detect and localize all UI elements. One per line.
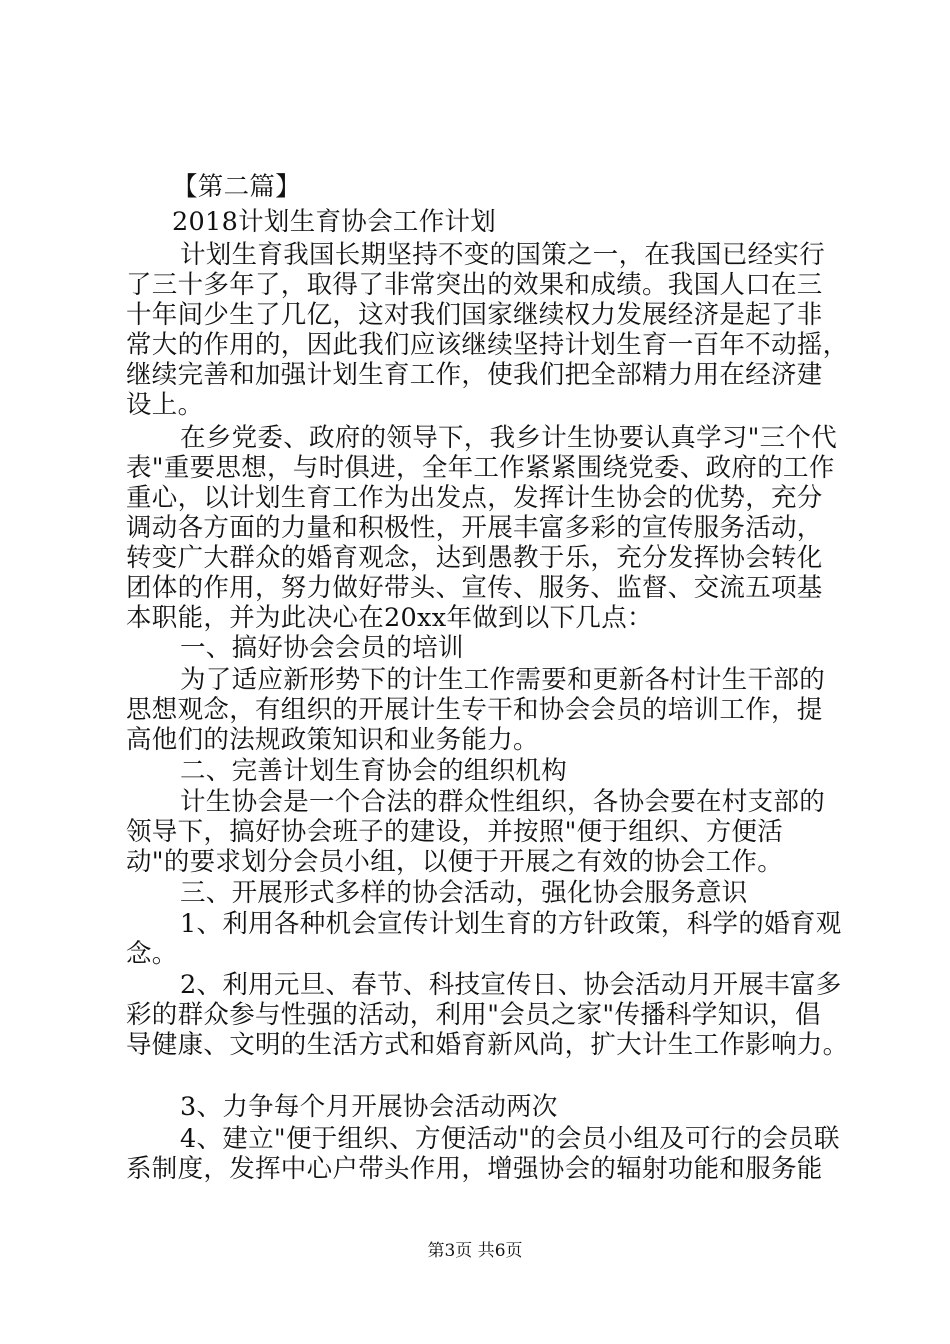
section-heading: 【第二篇】 (172, 172, 302, 202)
subheading: 三、开展形式多样的协会活动，强化协会服务意识 (180, 878, 748, 908)
subheading: 一、搞好协会会员的培训 (180, 633, 464, 663)
paragraph-line: 高他们的法规政策知识和业务能力。 (126, 725, 539, 755)
paragraph-line: 团体的作用，努力做好带头、宣传、服务、监督、交流五项基 (126, 573, 823, 603)
paragraph-line: 1、利用各种机会宣传计划生育的方针政策，科学的婚育观 (180, 909, 842, 939)
paragraph-line: 重心，以计划生育工作为出发点，发挥计生协会的优势，充分 (126, 483, 823, 513)
paragraph-line: 念。 (126, 939, 178, 969)
paragraph-line: 思想观念，有组织的开展计生专干和协会会员的培训工作，提 (126, 695, 823, 725)
paragraph-line: 计生协会是一个合法的群众性组织，各协会要在村支部的 (180, 787, 826, 817)
paragraph-line: 导健康、文明的生活方式和婚育新风尚，扩大计生工作影响力。 (126, 1030, 849, 1060)
subheading: 二、完善计划生育协会的组织机构 (180, 756, 568, 786)
paragraph-line: 设上。 (126, 390, 204, 420)
paragraph-line: 动"的要求划分会员小组，以便于开展之有效的协会工作。 (126, 847, 784, 877)
paragraph-line: 4、建立"便于组织、方便活动"的会员小组及可行的会员联 (180, 1124, 840, 1154)
paragraph-line: 常大的作用的，因此我们应该继续坚持计划生育一百年不动摇， (126, 330, 849, 360)
paragraph-line: 系制度，发挥中心户带头作用，增强协会的辐射功能和服务能 (126, 1154, 823, 1184)
page-number: 第3页 共6页 (427, 1241, 523, 1261)
paragraph-line: 3、力争每个月开展协会活动两次 (180, 1092, 558, 1122)
paragraph-line: 调动各方面的力量和积极性，开展丰富多彩的宣传服务活动， (126, 513, 823, 543)
paragraph-line: 本职能，并为此决心在20xx年做到以下几点： (126, 603, 653, 633)
paragraph-line: 了三十多年了，取得了非常突出的效果和成绩。我国人口在三 (126, 270, 823, 300)
paragraph-line: 彩的群众参与性强的活动，利用"会员之家"传播科学知识，倡 (126, 1000, 821, 1030)
paragraph-line: 继续完善和加强计划生育工作，使我们把全部精力用在经济建 (126, 360, 823, 390)
paragraph-line: 表"重要思想，与时俱进，全年工作紧紧围绕党委、政府的工作 (126, 453, 835, 483)
paragraph-line: 计划生育我国长期坚持不变的国策之一，在我国已经实行 (180, 240, 826, 270)
document-title: 2018计划生育协会工作计划 (172, 207, 497, 237)
paragraph-line: 领导下，搞好协会班子的建设，并按照"便于组织、方便活 (126, 817, 784, 847)
paragraph-line: 转变广大群众的婚育观念，达到愚教于乐，充分发挥协会转化 (126, 543, 823, 573)
paragraph-line: 在乡党委、政府的领导下，我乡计生协要认真学习"三个代 (180, 423, 838, 453)
paragraph-line: 2、利用元旦、春节、科技宣传日、协会活动月开展丰富多 (180, 970, 842, 1000)
paragraph-line: 为了适应新形势下的计生工作需要和更新各村计生干部的 (180, 665, 826, 695)
paragraph-line: 十年间少生了几亿，这对我们国家继续权力发展经济是起了非 (126, 300, 823, 330)
